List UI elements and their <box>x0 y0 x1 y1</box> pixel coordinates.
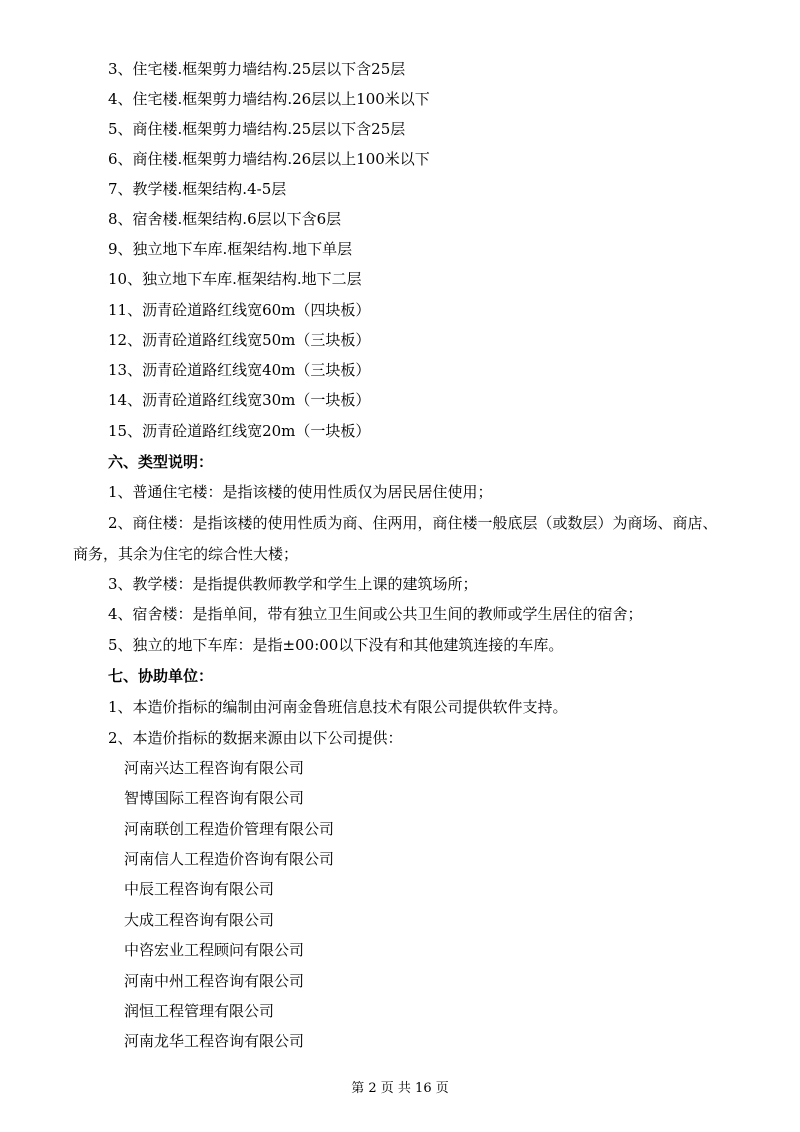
list-item-9: 9、独立地下车库.框架结构.地下单层 <box>108 240 353 258</box>
company-item: 中咨宏业工程顾问有限公司 <box>124 941 305 959</box>
list-item-10: 10、独立地下车库.框架结构.地下二层 <box>108 270 362 288</box>
list-item-8: 8、宿舍楼.框架结构.6层以下含6层 <box>108 210 342 228</box>
type-item-teaching: 3、教学楼：是指提供教师教学和学生上课的建筑场所； <box>108 575 478 593</box>
support-item-data: 2、本造价指标的数据来源由以下公司提供： <box>108 729 403 747</box>
list-item-4: 4、住宅楼.框架剪力墙结构.26层以上100米以下 <box>108 90 430 108</box>
section-heading-types: 六、类型说明： <box>108 453 214 471</box>
company-item: 河南兴达工程咨询有限公司 <box>124 759 305 777</box>
list-item-6: 6、商住楼.框架剪力墙结构.26层以上100米以下 <box>108 150 430 168</box>
company-item: 河南信人工程造价咨询有限公司 <box>124 850 335 868</box>
type-item-commercial: 2、商住楼：是指该楼的使用性质为商、住两用，商住楼一般底层（或数层）为商场、商店、 <box>108 514 718 532</box>
list-item-12: 12、沥青砼道路红线宽50m（三块板） <box>108 331 371 349</box>
page-number: 第 2 页 共 16 页 <box>351 1081 449 1096</box>
company-item: 润恒工程管理有限公司 <box>124 1002 275 1020</box>
list-item-14: 14、沥青砼道路红线宽30m（一块板） <box>108 391 371 409</box>
support-item-software: 1、本造价指标的编制由河南金鲁班信息技术有限公司提供软件支持。 <box>108 698 568 716</box>
section-heading-support: 七、协助单位： <box>108 667 214 685</box>
list-item-11: 11、沥青砼道路红线宽60m（四块板） <box>108 301 371 319</box>
list-item-15: 15、沥青砼道路红线宽20m（一块板） <box>108 422 371 440</box>
type-item-garage: 5、独立的地下车库：是指±00:00以下没有和其他建筑连接的车库。 <box>108 636 564 654</box>
company-item: 河南联创工程造价管理有限公司 <box>124 820 335 838</box>
list-item-13: 13、沥青砼道路红线宽40m（三块板） <box>108 361 371 379</box>
company-item: 大成工程咨询有限公司 <box>124 911 275 929</box>
type-item-commercial-cont: 商务，其余为住宅的综合性大楼； <box>73 545 299 563</box>
type-item-dormitory: 4、宿舍楼：是指单间，带有独立卫生间或公共卫生间的教师或学生居住的宿舍； <box>108 605 643 623</box>
company-item: 中辰工程咨询有限公司 <box>124 880 275 898</box>
list-item-3: 3、住宅楼.框架剪力墙结构.25层以下含25层 <box>108 60 406 78</box>
company-item: 河南中州工程咨询有限公司 <box>124 972 305 990</box>
company-item: 河南龙华工程咨询有限公司 <box>124 1032 305 1050</box>
list-item-5: 5、商住楼.框架剪力墙结构.25层以下含25层 <box>108 120 406 138</box>
type-item-residential: 1、普通住宅楼：是指该楼的使用性质仅为居民居住使用； <box>108 483 493 501</box>
company-item: 智博国际工程咨询有限公司 <box>124 789 305 807</box>
list-item-7: 7、教学楼.框架结构.4-5层 <box>108 180 287 198</box>
